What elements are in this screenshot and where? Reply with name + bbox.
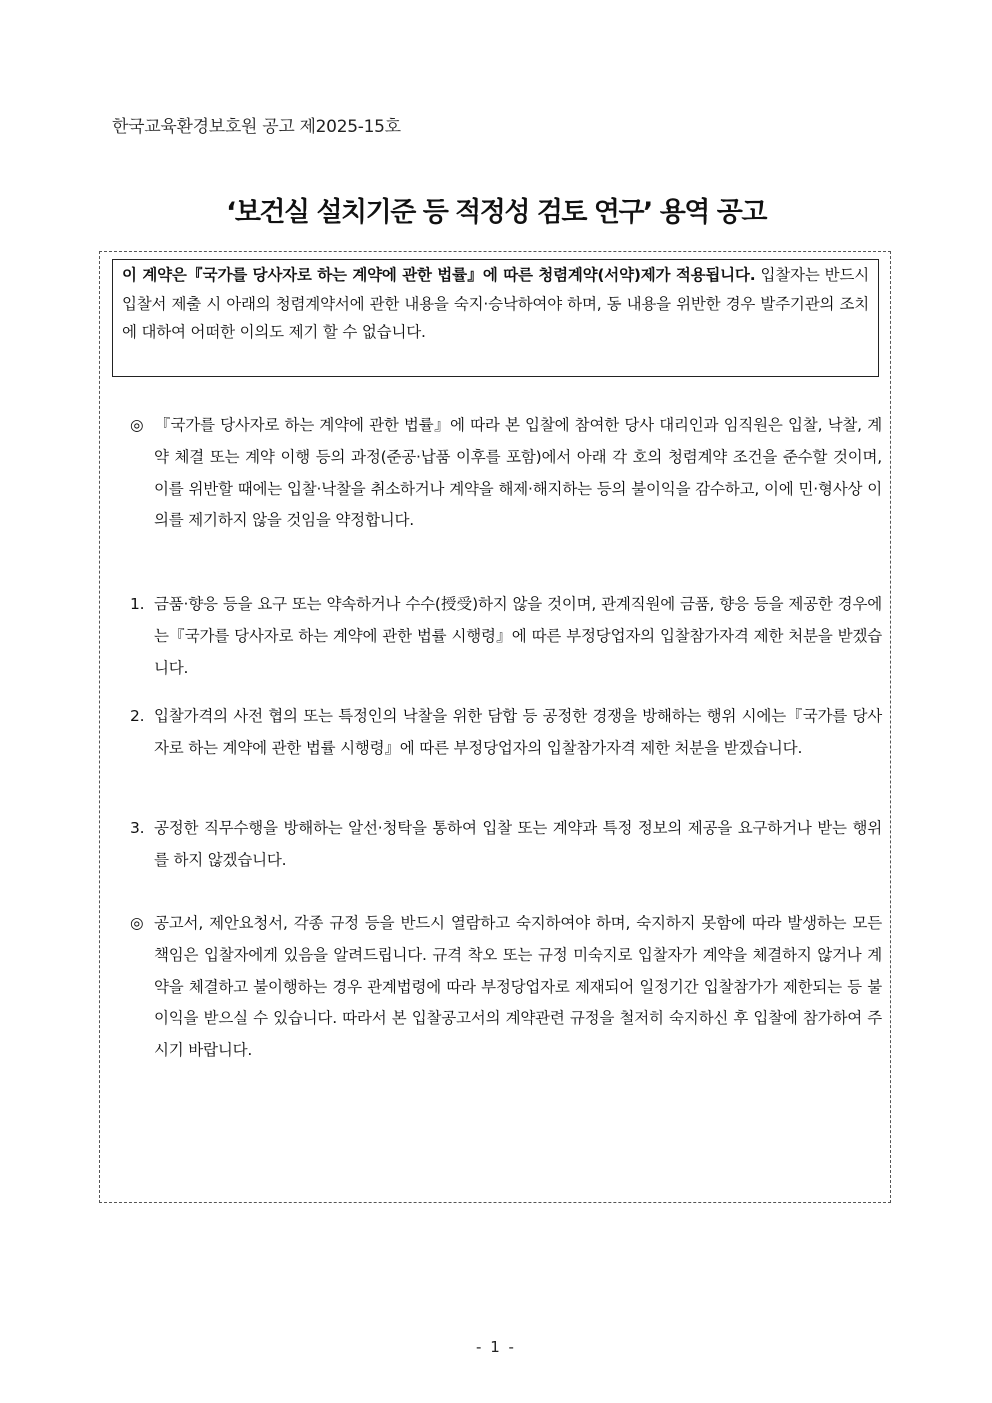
condition-item-1 [130, 589, 882, 684]
integrity-notice-bold-text: 이 계약은『국가를 당사자로 하는 계약에 관한 법률』에 따른 청렴계약(서약)제가 적용됩니다. [122, 266, 756, 284]
pledge-text: 『국가를 당사자로 하는 계약에 관한 법률』에 따라 본 입찰에 참여한 당사 대리인과 임직원은 입찰, 낙찰, 계약 체결 또는 계약 이행 등의 과정(준공·납품 이후를 포함)에서 아래 각 호의 청렴계약 조건을 준수할 것이며, 이를 위반할 때에는 입찰·낙찰을 취소하거나 계약을 해제·해지하는 등의 불이익을 감수하고, 이에 민·형사상 이의를 제기하지 않을 것임을 약정합니다. [154, 416, 882, 530]
document-title: ‘보건실 설치기준 등 적정성 검토 연구’ 용역 공고 [226, 197, 766, 228]
condition-text: 공정한 직무수행을 방해하는 알선·청탁을 통하여 입찰 또는 계약과 특정 정보의 제공을 요구하거나 받는 행위를 하지 않겠습니다. [154, 819, 882, 869]
condition-item-2 [130, 701, 882, 765]
condition-item-3 [130, 813, 882, 877]
notice-number: 한국교육환경보호원 공고 제2025-15호 [112, 117, 401, 137]
condition-text: 금품·향응 등을 요구 또는 약속하거나 수수(授受)하지 않을 것이며, 관계직원에 금품, 향응 등을 제공한 경우에는『국가를 당사자로 하는 계약에 관한 법률 시행령』에 따른 부정당업자의 입찰참가자격 제한 처분을 받겠습니다. [154, 595, 882, 677]
pledge-marker: ◎ [130, 416, 144, 434]
condition-number: 3. [130, 819, 145, 837]
pledge-paragraph [130, 410, 882, 537]
condition-text: 입찰가격의 사전 협의 또는 특정인의 낙찰을 위한 담합 등 공정한 경쟁을 방해하는 행위 시에는『국가를 당사자로 하는 계약에 관한 법률 시행령』에 따른 부정당업자의 입찰참가자격 제한 처분을 받겠습니다. [154, 707, 882, 757]
caution-marker: ◎ [130, 914, 144, 932]
integrity-notice-body-text: 입찰자는 반드시 입찰서 제출 시 아래의 청렴계약서에 관한 내용을 숙지·승낙하여야 하며, 동 내용을 위반한 경우 발주기관의 조치에 대하여 어떠한 이의도 제기 할 수 없습니다. [122, 266, 870, 341]
condition-number: 1. [130, 595, 145, 613]
page-number: - 1 - [476, 1338, 516, 1356]
caution-paragraph [130, 908, 882, 1067]
integrity-contract-notice-box [112, 259, 879, 377]
caution-text: 공고서, 제안요청서, 각종 규정 등을 반드시 열람하고 숙지하여야 하며, 숙지하지 못함에 따라 발생하는 모든 책임은 입찰자에게 있음을 알려드립니다. 규격 착오 또는 규정 미숙지로 입찰자가 계약을 체결하지 않거나 계약을 체결하고 불이행하는 경우 관계법령에 따라 부정당업자로 제재되어 일정기간 입찰참가가 제한되는 등 불이익을 받으실 수 있습니다. 따라서 본 입찰공고서의 계약관련 규정을 철저히 숙지하신 후 입찰에 참가하여 주시기 바랍니다. [154, 914, 882, 1060]
condition-number: 2. [130, 707, 145, 725]
